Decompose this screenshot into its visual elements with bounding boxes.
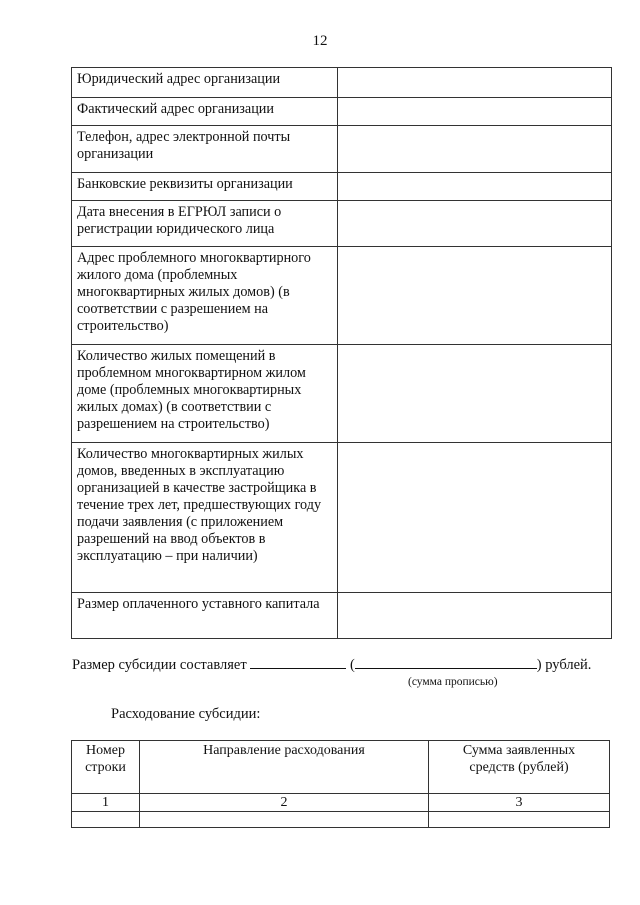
spending-table xyxy=(71,740,610,828)
row-label: Количество жилых помещений в проблемном многоквартирном жилом доме (проблемных многоквартирных жилых домах) (в соответствии с разрешением на строительство) xyxy=(72,345,338,443)
row-value-field[interactable] xyxy=(338,68,612,98)
row-label: Размер оплаченного уставного капитала xyxy=(72,593,338,639)
table-row xyxy=(72,126,612,173)
table-header-row xyxy=(72,741,610,794)
organization-info-table xyxy=(71,67,612,639)
subsidy-suffix: ) рублей. xyxy=(536,657,592,673)
row-label: Фактический адрес организации xyxy=(72,98,338,126)
column-number: 2 xyxy=(140,794,429,812)
subsidy-amount-blank[interactable] xyxy=(250,655,346,669)
table-row xyxy=(72,98,612,126)
row-label: Дата внесения в ЕГРЮЛ записи о регистрации юридического лица xyxy=(72,201,338,247)
amount-in-words-caption: (сумма прописью) xyxy=(408,676,498,688)
page-number: 12 xyxy=(312,33,328,49)
spending-title: Расходование субсидии: xyxy=(111,706,261,722)
row-label: Количество многоквартирных жилых домов, введенных в эксплуатацию организацией в качестве застройщика в течение трех лет, предшествующих году подачи заявления (с приложением разрешений на ввод объектов в эксплуатацию – при наличии) xyxy=(72,443,338,593)
subsidy-open-paren: ( xyxy=(349,657,355,673)
table-row xyxy=(72,443,612,593)
row-value-field[interactable] xyxy=(338,443,612,593)
table-row xyxy=(72,247,612,345)
row-value-field[interactable] xyxy=(338,126,612,173)
column-header-direction: Направление расходования xyxy=(140,741,429,794)
table-row xyxy=(72,68,612,98)
row-value-field[interactable] xyxy=(338,173,612,201)
subsidy-prefix: Размер субсидии составляет xyxy=(72,657,247,673)
row-value-field[interactable] xyxy=(338,201,612,247)
table-row xyxy=(72,201,612,247)
row-label: Телефон, адрес электронной почты организации xyxy=(72,126,338,173)
subsidy-amount-words-blank[interactable] xyxy=(355,655,537,669)
column-numbering-row xyxy=(72,794,610,812)
table-row xyxy=(72,812,610,828)
row-label: Адрес проблемного многоквартирного жилого дома (проблемных многоквартирных жилых домов) (в соответствии с разрешением на строительство) xyxy=(72,247,338,345)
table-row xyxy=(72,345,612,443)
table-cell[interactable] xyxy=(72,812,140,828)
row-value-field[interactable] xyxy=(338,345,612,443)
row-value-field[interactable] xyxy=(338,593,612,639)
column-number: 1 xyxy=(72,794,140,812)
column-number: 3 xyxy=(429,794,610,812)
row-value-field[interactable] xyxy=(338,98,612,126)
column-header-row-number: Номер строки xyxy=(72,741,140,794)
subsidy-amount-line xyxy=(72,655,591,674)
row-label: Юридический адрес организации xyxy=(72,68,338,98)
table-row xyxy=(72,173,612,201)
row-label: Банковские реквизиты организации xyxy=(72,173,338,201)
table-row xyxy=(72,593,612,639)
table-cell[interactable] xyxy=(140,812,429,828)
column-header-amount: Сумма заявленных средств (рублей) xyxy=(429,741,610,794)
table-cell[interactable] xyxy=(429,812,610,828)
row-value-field[interactable] xyxy=(338,247,612,345)
